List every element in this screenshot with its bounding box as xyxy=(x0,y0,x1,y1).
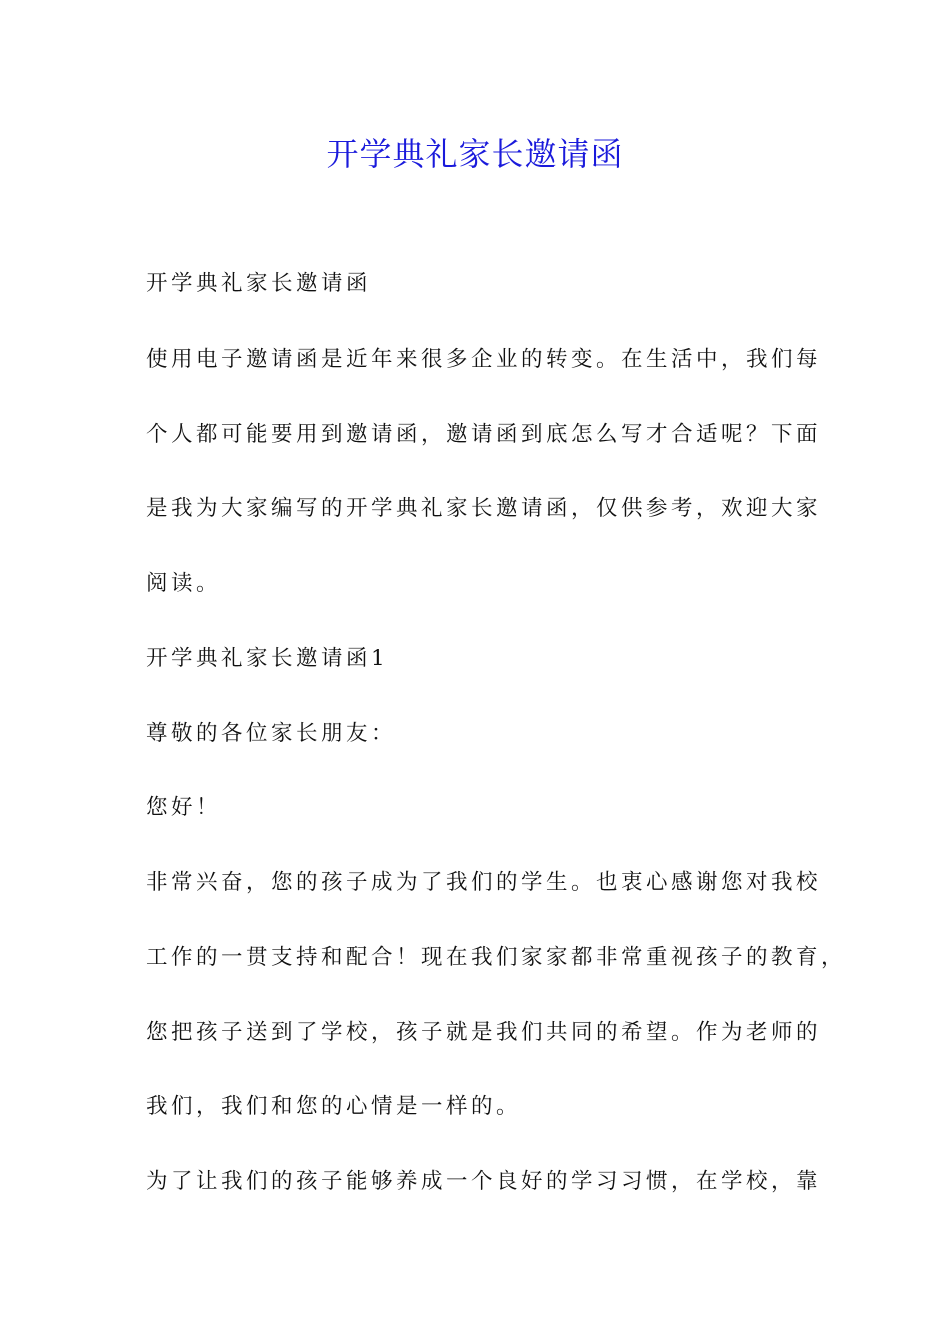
paragraph-line: 您把孩子送到了学校，孩子就是我们共同的希望。作为老师的 xyxy=(146,1020,822,1045)
paragraph-line: 我们，我们和您的心情是一样的。 xyxy=(146,1094,522,1119)
greeting: 您好！ xyxy=(146,795,222,820)
paragraph-line: 非常兴奋，您的孩子成为了我们的学生。也衷心感谢您对我校 xyxy=(146,870,822,895)
paragraph-line: 个人都可能要用到邀请函，邀请函到底怎么写才合适呢？下面 xyxy=(146,422,822,447)
paragraph-line: 为了让我们的孩子能够养成一个良好的学习习惯，在学校，靠 xyxy=(146,1169,822,1194)
paragraph-line: 是我为大家编写的开学典礼家长邀请函，仅供参考，欢迎大家 xyxy=(146,496,822,521)
paragraph-line: 工作的一贯支持和配合！现在我们家家都非常重视孩子的教育， xyxy=(146,945,847,970)
paragraph-line: 使用电子邀请函是近年来很多企业的转变。在生活中，我们每 xyxy=(146,347,822,372)
document-title: 开学典礼家长邀请函 xyxy=(326,135,624,173)
paragraph-line: 阅读。 xyxy=(146,571,222,596)
section-heading: 开学典礼家长邀请函1 xyxy=(146,646,389,671)
section-heading: 开学典礼家长邀请函 xyxy=(146,271,372,296)
salutation: 尊敬的各位家长朋友： xyxy=(146,721,397,746)
